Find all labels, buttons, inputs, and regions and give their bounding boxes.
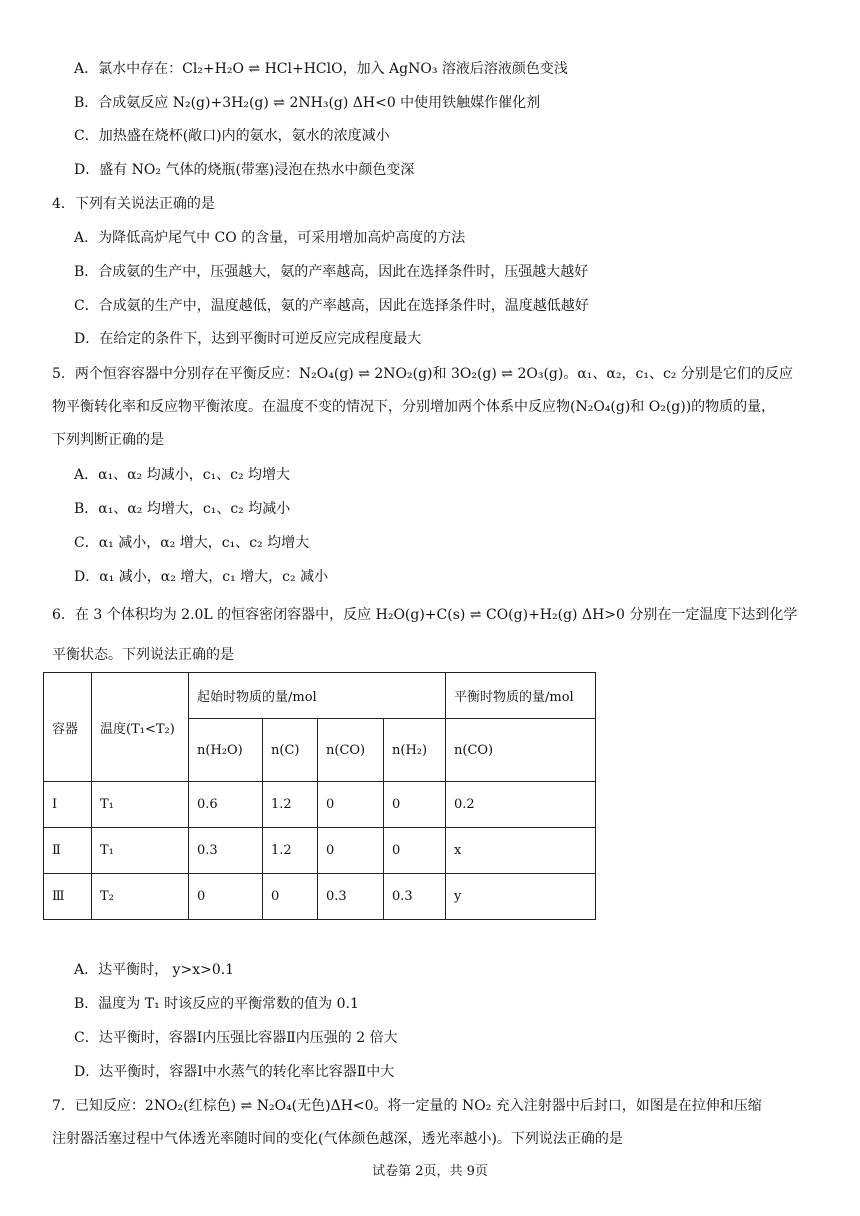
- q5-option-d: D．α₁ 减小，α₂ 增大，c₁ 增大，c₂ 减小: [74, 569, 329, 585]
- q4-option-b: B．合成氨的生产中，压强越大，氨的产率越高，因此在选择条件时，压强越大越好: [74, 264, 589, 280]
- table-cell: Ⅲ: [44, 874, 92, 920]
- q6-option-a: A．达平衡时， y>x>0.1: [74, 962, 235, 978]
- table-cell: 0: [318, 782, 384, 828]
- q6-option-c: C．达平衡时，容器Ⅰ内压强比容器Ⅱ内压强的 2 倍大: [74, 1030, 398, 1046]
- table-subheader-n-co: n(CO): [318, 719, 384, 782]
- q3-option-d: D．盛有 NO₂ 气体的烧瓶(带塞)浸泡在热水中颜色变深: [74, 162, 415, 178]
- table-cell: 0: [384, 782, 446, 828]
- q5-option-b: B．α₁、α₂ 均增大，c₁、c₂ 均减小: [74, 501, 291, 517]
- table-cell: 1.2: [263, 782, 318, 828]
- table-cell: 0: [318, 828, 384, 874]
- q6-option-b: B．温度为 T₁ 时该反应的平衡常数的值为 0.1: [74, 996, 359, 1012]
- table-subheader-n-h2: n(H₂): [384, 719, 446, 782]
- table-cell: 0: [189, 874, 263, 920]
- table-row: [44, 782, 596, 828]
- q5-stem-line3: 下列判断正确的是: [52, 432, 164, 448]
- q7-stem-line1: 7．已知反应：2NO₂(红棕色) ⇌ N₂O₄(无色)ΔH<0。将一定量的 NO₂ 充入注射器中后封口，如图是在拉伸和压缩: [52, 1098, 762, 1114]
- q4-stem: 4．下列有关说法正确的是: [52, 196, 215, 212]
- q5-option-c: C．α₁ 减小，α₂ 增大，c₁、c₂ 均增大: [74, 535, 310, 551]
- table-cell: T₁: [92, 828, 189, 874]
- page-footer: 试卷第 2页，共 9页: [372, 1164, 488, 1179]
- q4-option-c: C．合成氨的生产中，温度越低，氨的产率越高，因此在选择条件时，温度越低越好: [74, 298, 589, 314]
- q6-option-d: D．达平衡时，容器Ⅰ中水蒸气的转化率比容器Ⅱ中大: [74, 1064, 395, 1080]
- table-header-container: 容器: [44, 673, 92, 782]
- q3-option-b: B．合成氨反应 N₂(g)+3H₂(g) ⇌ 2NH₃(g) ΔH<0 中使用铁触媒作催化剂: [74, 95, 541, 111]
- table-subheader-n-co-equilibrium: n(CO): [446, 719, 596, 782]
- q4-option-a: A．为降低高炉尾气中 CO 的含量，可采用增加高炉高度的方法: [74, 230, 466, 246]
- table-cell: T₁: [92, 782, 189, 828]
- q5-stem-line2: 物平衡转化率和反应物平衡浓度。在温度不变的情况下，分别增加两个体系中反应物(N₂O₄(g)和 O₂(g))的物质的量，: [52, 399, 776, 415]
- table-subheader-n-c: n(C): [263, 719, 318, 782]
- q3-option-a: A．氯水中存在：Cl₂+H₂O ⇌ HCl+HClO，加入 AgNO₃ 溶液后溶液颜色变浅: [74, 61, 568, 77]
- table-header-equilibrium-amount: 平衡时物质的量/mol: [446, 673, 596, 719]
- table-cell: 0.3: [318, 874, 384, 920]
- table-row: [44, 828, 596, 874]
- q3-option-c: C．加热盛在烧杯(敞口)内的氨水，氨水的浓度减小: [74, 128, 390, 144]
- table-cell: Ⅱ: [44, 828, 92, 874]
- table-cell: 0.3: [384, 874, 446, 920]
- table-header-initial-amount: 起始时物质的量/mol: [189, 673, 446, 719]
- q6-stem-line1: 6．在 3 个体积均为 2.0L 的恒容密闭容器中，反应 H₂O(g)+C(s) ⇌ CO(g)+H₂(g) ΔH>0 分别在一定温度下达到化学: [52, 607, 798, 623]
- table-cell: y: [446, 874, 596, 920]
- table-cell: 0.2: [446, 782, 596, 828]
- table-cell: 0: [263, 874, 318, 920]
- table-cell: 0.3: [189, 828, 263, 874]
- q5-option-a: A．α₁、α₂ 均减小，c₁、c₂ 均增大: [74, 467, 291, 483]
- table-header-temperature: 温度(T₁<T₂): [92, 673, 189, 782]
- q5-stem-line1: 5．两个恒容容器中分别存在平衡反应：N₂O₄(g) ⇌ 2NO₂(g)和 3O₂(g) ⇌ 2O₃(g)。α₁、α₂，c₁、c₂ 分别是它们的反应: [52, 366, 793, 382]
- q4-option-d: D．在给定的条件下，达到平衡时可逆反应完成程度最大: [74, 331, 422, 347]
- table-row: [44, 874, 596, 920]
- table-cell: x: [446, 828, 596, 874]
- table-cell: T₂: [92, 874, 189, 920]
- q6-data-table: [43, 672, 596, 920]
- q6-stem-line2: 平衡状态。下列说法正确的是: [52, 647, 234, 663]
- table-cell: 1.2: [263, 828, 318, 874]
- table-subheader-n-h2o: n(H₂O): [189, 719, 263, 782]
- table-cell: 0: [384, 828, 446, 874]
- q7-stem-line2: 注射器活塞过程中气体透光率随时间的变化(气体颜色越深，透光率越小)。下列说法正确的是: [52, 1131, 623, 1147]
- table-cell: 0.6: [189, 782, 263, 828]
- table-cell: Ⅰ: [44, 782, 92, 828]
